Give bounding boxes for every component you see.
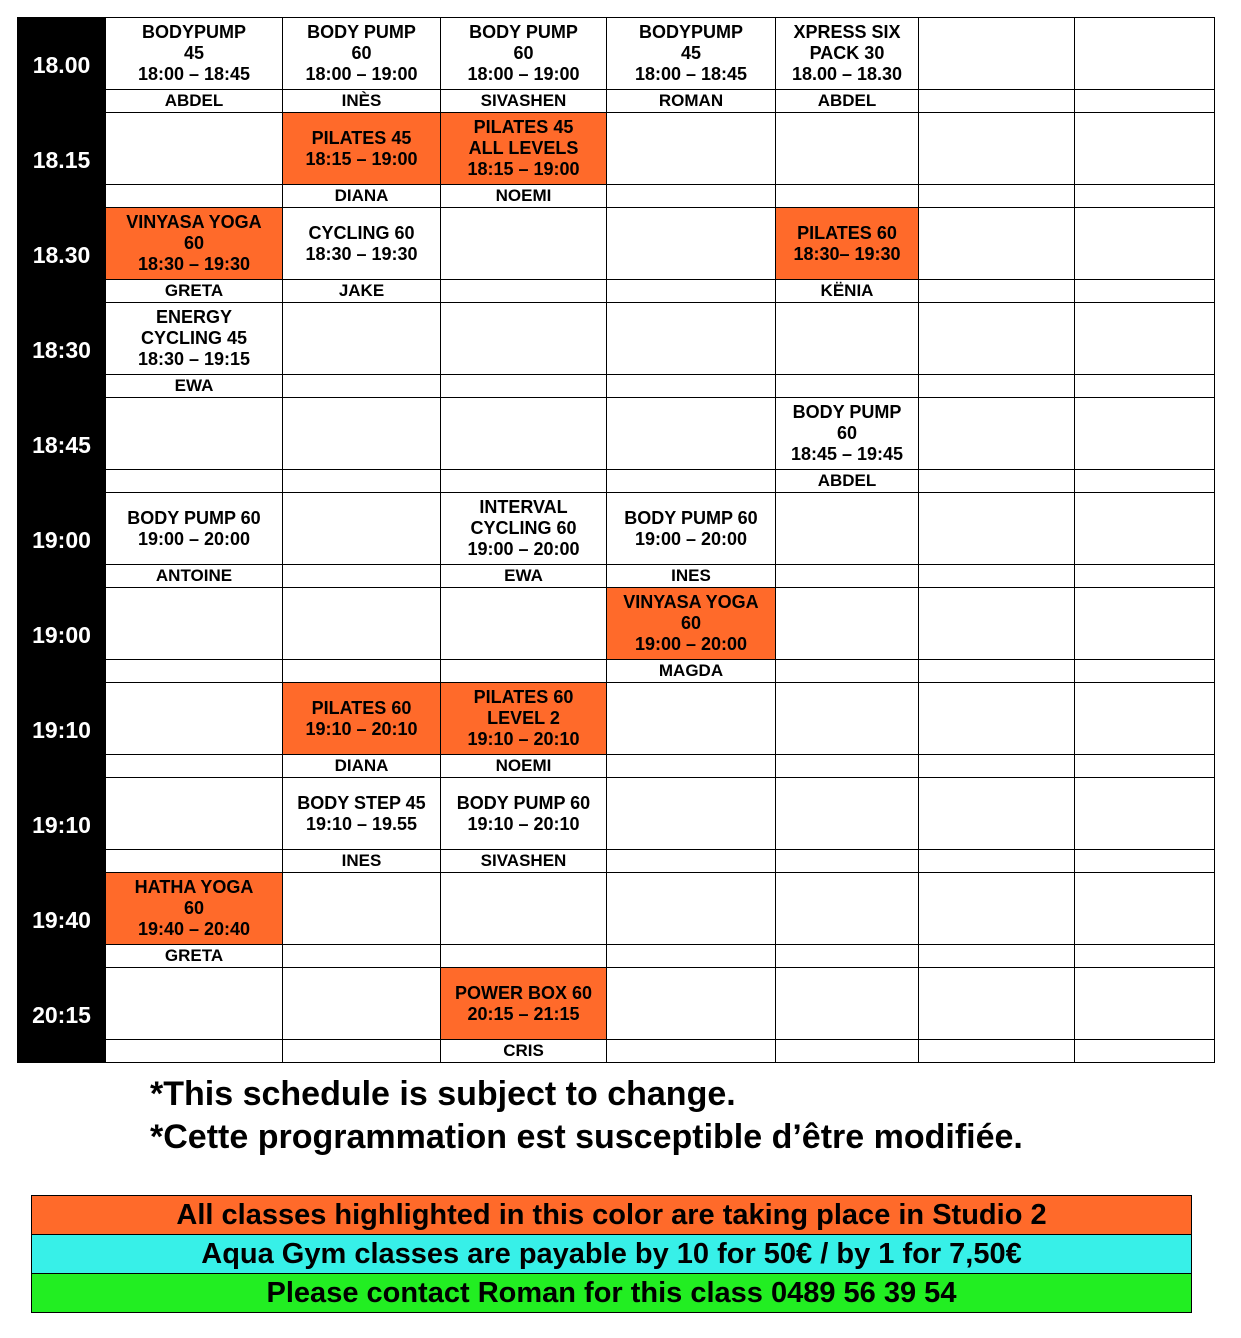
empty-cell [106,968,283,1040]
legend-studio2: All classes highlighted in this color are taking place in Studio 2 [32,1196,1191,1235]
empty-cell [106,778,283,850]
instructor-name [1075,375,1215,398]
class-cell [106,493,283,565]
instructor-name [1075,755,1215,778]
empty-cell [776,968,919,1040]
instructor-name [607,375,776,398]
time-label: 18:30 [18,303,106,398]
empty-cell [441,873,607,945]
empty-cell [607,113,776,185]
empty-cell [441,303,607,375]
instructor-name [106,755,283,778]
instructor-name [1075,945,1215,968]
schedule-time-row [18,208,1215,280]
instructor-name [283,1040,441,1063]
instructor-name: CRIS [441,1040,607,1063]
time-label: 19:00 [18,588,106,683]
empty-cell [1075,778,1215,850]
instructor-name [1075,185,1215,208]
schedule-instructor-row [18,185,1215,208]
empty-cell [776,588,919,660]
class-name: BODY STEP 45 19:10 – 19.55 [297,792,426,834]
instructor-name [1075,1040,1215,1063]
class-name: XPRESS SIX PACK 30 18.00 – 18.30 [791,22,903,84]
time-label: 18.30 [18,208,106,303]
class-cell [283,683,441,755]
empty-cell [607,398,776,470]
empty-cell [1075,303,1215,375]
class-cell [283,113,441,185]
empty-cell [607,303,776,375]
class-cell [776,398,919,470]
instructor-name [1075,660,1215,683]
empty-cell [776,303,919,375]
class-cell [283,778,441,850]
empty-cell [919,588,1075,660]
time-label: 18.15 [18,113,106,208]
class-cell [776,18,919,90]
empty-cell [106,113,283,185]
instructor-name [1075,565,1215,588]
instructor-name: EWA [441,565,607,588]
schedule-time-row [18,493,1215,565]
class-name: HATHA YOGA 60 19:40 – 20:40 [134,877,254,939]
instructor-name: EWA [106,375,283,398]
instructor-name: ABDEL [776,470,919,493]
empty-cell [919,113,1075,185]
class-cell [106,208,283,280]
instructor-name [441,945,607,968]
schedule-instructor-row [18,280,1215,303]
class-name: BODYPUMP 45 18:00 – 18:45 [137,22,251,84]
class-name: PILATES 60 LEVEL 2 19:10 – 20:10 [467,687,580,749]
schedule-instructor-row [18,945,1215,968]
empty-cell [283,588,441,660]
class-name: BODY PUMP 60 19:00 – 20:00 [624,507,758,549]
instructor-name [106,185,283,208]
instructor-name [283,945,441,968]
instructor-name [1075,90,1215,113]
empty-cell [776,873,919,945]
instructor-name [607,185,776,208]
class-cell [441,968,607,1040]
schedule-time-row [18,113,1215,185]
instructor-name [776,375,919,398]
empty-cell [106,683,283,755]
class-name: PILATES 60 19:10 – 20:10 [305,697,418,739]
schedule-time-row [18,873,1215,945]
instructor-name: DIANA [283,755,441,778]
class-name: BODYPUMP 45 18:00 – 18:45 [634,22,748,84]
schedule-time-row [18,303,1215,375]
schedule-time-row [18,588,1215,660]
schedule-time-row [18,18,1215,90]
class-cell [441,778,607,850]
instructor-name: MAGDA [607,660,776,683]
instructor-name: ABDEL [776,90,919,113]
instructor-name [1075,470,1215,493]
empty-cell [607,873,776,945]
instructor-name [441,660,607,683]
instructor-name [441,280,607,303]
class-name: BODY PUMP 60 19:10 – 20:10 [456,792,591,834]
legend [31,1195,1192,1313]
class-cell [106,873,283,945]
class-name: POWER BOX 60 20:15 – 21:15 [454,982,593,1024]
instructor-name: DIANA [283,185,441,208]
instructor-name [106,850,283,873]
empty-cell [1075,588,1215,660]
empty-cell [776,683,919,755]
schedule-instructor-row [18,660,1215,683]
empty-cell [283,398,441,470]
empty-cell [1075,208,1215,280]
schedule-time-row [18,683,1215,755]
instructor-name [607,945,776,968]
instructor-name [283,375,441,398]
class-cell [441,18,607,90]
class-cell [283,18,441,90]
class-cell [106,18,283,90]
empty-cell [1075,18,1215,90]
empty-cell [776,493,919,565]
empty-cell [607,683,776,755]
empty-cell [919,683,1075,755]
time-label: 18.00 [18,18,106,113]
schedule-instructor-row [18,1040,1215,1063]
instructor-name: KËNIA [776,280,919,303]
instructor-name [776,565,919,588]
class-cell [106,303,283,375]
instructor-name: ABDEL [106,90,283,113]
empty-cell [607,968,776,1040]
class-cell [283,208,441,280]
instructor-name: INÈS [283,90,441,113]
legend-contact: Please contact Roman for this class 0489 56 39 54 [32,1274,1191,1312]
empty-cell [919,968,1075,1040]
instructor-name: JAKE [283,280,441,303]
empty-cell [441,398,607,470]
instructor-name [919,280,1075,303]
class-name: BODY PUMP 60 19:00 – 20:00 [127,507,261,549]
class-name: BODY PUMP 60 18:00 – 19:00 [305,22,418,84]
instructor-name [776,185,919,208]
instructor-name [1075,280,1215,303]
empty-cell [919,208,1075,280]
schedule-time-row [18,968,1215,1040]
instructor-name [919,1040,1075,1063]
empty-cell [919,303,1075,375]
instructor-name [776,660,919,683]
instructor-name: ROMAN [607,90,776,113]
instructor-name [441,375,607,398]
empty-cell [283,968,441,1040]
instructor-name [776,945,919,968]
time-label: 19:10 [18,683,106,778]
note-english: *This schedule is subject to change. [150,1075,736,1113]
schedule-table [17,17,1215,1063]
empty-cell [919,873,1075,945]
schedule-instructor-row [18,850,1215,873]
empty-cell [283,303,441,375]
instructor-name [776,755,919,778]
empty-cell [1075,968,1215,1040]
instructor-name [106,660,283,683]
class-name: BODY PUMP 60 18:00 – 19:00 [467,22,580,84]
time-label: 19:40 [18,873,106,968]
instructor-name [607,850,776,873]
instructor-name [441,470,607,493]
schedule-instructor-row [18,470,1215,493]
note-french: *Cette programmation est susceptible d’être modifiée. [150,1118,1023,1156]
class-cell [607,18,776,90]
instructor-name [776,850,919,873]
instructor-name: ANTOINE [106,565,283,588]
schedule-instructor-row [18,375,1215,398]
instructor-name [283,470,441,493]
time-label: 19:00 [18,493,106,588]
instructor-name [283,565,441,588]
instructor-name: SIVASHEN [441,90,607,113]
empty-cell [1075,683,1215,755]
instructor-name: NOEMI [441,755,607,778]
empty-cell [441,588,607,660]
instructor-name [283,660,441,683]
class-name: PILATES 45 18:15 – 19:00 [305,127,418,169]
instructor-name [919,755,1075,778]
empty-cell [1075,398,1215,470]
instructor-name: INES [283,850,441,873]
time-label: 20:15 [18,968,106,1063]
instructor-name [1075,850,1215,873]
empty-cell [776,113,919,185]
instructor-name [607,1040,776,1063]
class-name: BODY PUMP 60 18:45 – 19:45 [790,402,904,464]
empty-cell [607,778,776,850]
class-cell [441,113,607,185]
instructor-name: GRETA [106,280,283,303]
empty-cell [919,18,1075,90]
empty-cell [1075,113,1215,185]
class-name: ENERGY CYCLING 45 18:30 – 19:15 [137,307,251,369]
empty-cell [106,588,283,660]
class-name: VINYASA YOGA 60 18:30 – 19:30 [126,212,262,274]
instructor-name [919,90,1075,113]
empty-cell [1075,493,1215,565]
instructor-name [919,660,1075,683]
class-name: PILATES 60 18:30– 19:30 [793,222,901,264]
empty-cell [919,493,1075,565]
instructor-name [919,375,1075,398]
instructor-name [919,850,1075,873]
empty-cell [919,398,1075,470]
schedule-time-row [18,398,1215,470]
time-label: 19:10 [18,778,106,873]
class-cell [607,493,776,565]
empty-cell [1075,873,1215,945]
instructor-name: INES [607,565,776,588]
schedule-instructor-row [18,90,1215,113]
schedule-instructor-row [18,565,1215,588]
schedule-instructor-row [18,755,1215,778]
instructor-name [607,470,776,493]
empty-cell [283,493,441,565]
class-cell [776,208,919,280]
empty-cell [441,208,607,280]
instructor-name [919,470,1075,493]
schedule-time-row [18,778,1215,850]
instructor-name [106,470,283,493]
instructor-name [106,1040,283,1063]
class-name: PILATES 45 ALL LEVELS 18:15 – 19:00 [467,117,580,179]
empty-cell [607,208,776,280]
class-cell [607,588,776,660]
empty-cell [106,398,283,470]
empty-cell [776,778,919,850]
instructor-name [919,185,1075,208]
instructor-name: SIVASHEN [441,850,607,873]
empty-cell [919,778,1075,850]
legend-aqua: Aqua Gym classes are payable by 10 for 50€ / by 1 for 7,50€ [32,1235,1191,1274]
instructor-name [607,755,776,778]
instructor-name [919,565,1075,588]
instructor-name: NOEMI [441,185,607,208]
class-name: VINYASA YOGA 60 19:00 – 20:00 [623,592,759,654]
time-label: 18:45 [18,398,106,493]
instructor-name [607,280,776,303]
class-cell [441,683,607,755]
instructor-name: GRETA [106,945,283,968]
empty-cell [283,873,441,945]
class-cell [441,493,607,565]
class-name: INTERVAL CYCLING 60 19:00 – 20:00 [467,497,580,559]
class-name: CYCLING 60 18:30 – 19:30 [305,222,418,264]
instructor-name [919,945,1075,968]
instructor-name [776,1040,919,1063]
